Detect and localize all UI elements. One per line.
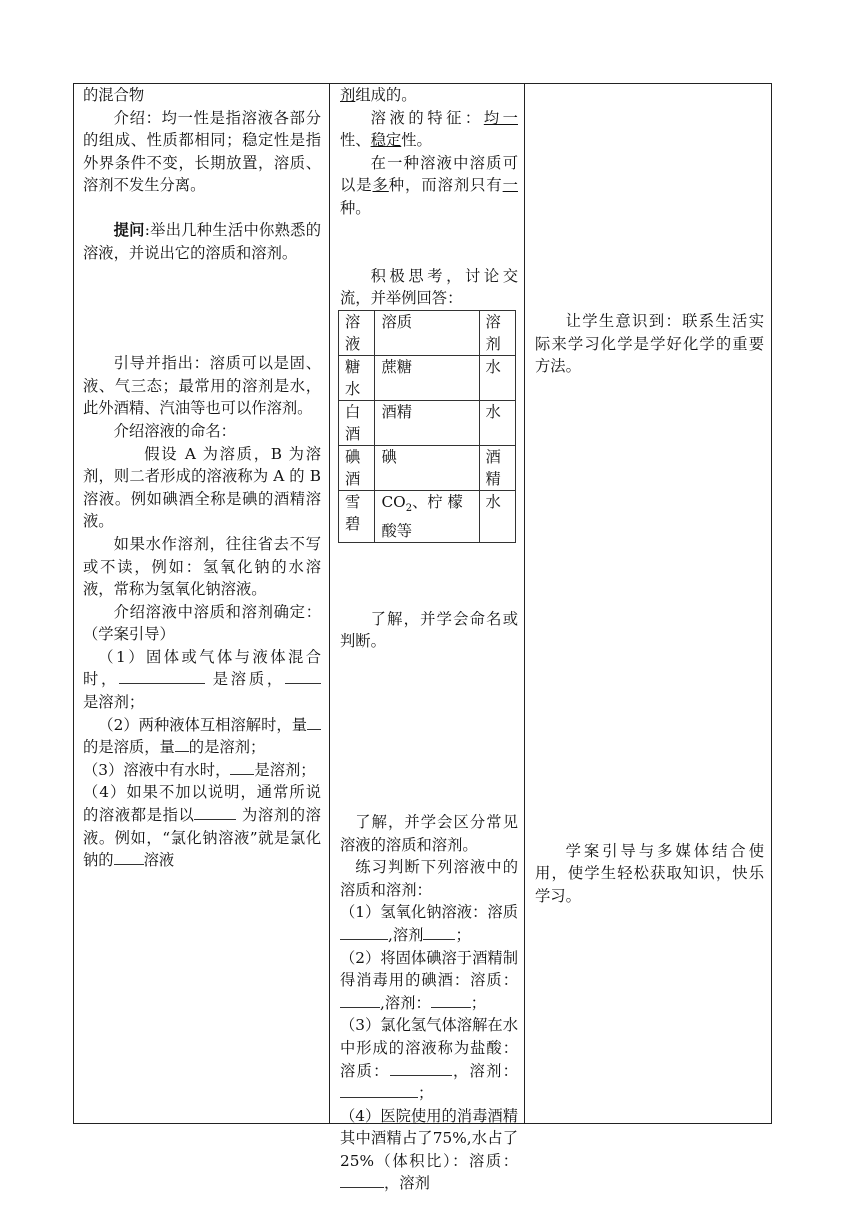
question-paragraph: [83, 219, 321, 264]
paragraph: 如果水作溶剂，往往省去不写或不读，例如：氢氧化钠的水溶液，常称为氢氧化钠溶液。: [83, 534, 321, 599]
exercise: （4）医院使用的消毒酒精其中酒精占了75%,水占了25%（体积比）：溶质：，溶剂: [340, 1106, 518, 1193]
table-row: [339, 400, 516, 445]
table-cell: 水: [479, 400, 515, 445]
table-row: [339, 490, 516, 542]
fill-in-question: （2）两种液体互相溶解时，量的是溶质，量 的是溶剂；: [83, 714, 321, 759]
paragraph: 的混合物: [83, 86, 145, 104]
answer-blank[interactable]: [114, 850, 144, 865]
fill-in-question: （3）溶液中有水时， 是溶剂；: [83, 760, 316, 779]
teacher-activity-column: [74, 84, 329, 1123]
table-cell: 水: [479, 490, 515, 542]
answer-blank[interactable]: [340, 1083, 418, 1098]
fill-in-question: （4）如果不加以说明，通常所说的溶液都是指以 为溶剂的溶液。例如，“氯化钠溶液”就是氯化钠的 溶液: [83, 783, 321, 870]
table-cell: 碘酒: [339, 445, 375, 490]
paragraph: 了解，并学会区分常见溶液的溶质和溶剂。: [340, 812, 518, 854]
paragraph: 了解，并学会命名或判断。: [340, 609, 518, 651]
answer-blank[interactable]: [194, 805, 236, 820]
answer-blank[interactable]: [423, 925, 455, 940]
table-header: 溶液: [339, 310, 375, 355]
answer-blank[interactable]: [340, 993, 380, 1008]
table-cell: $CO_2$、柠 檬 酸等: [375, 490, 479, 542]
answer-blank[interactable]: [285, 669, 321, 684]
table-header: 溶质: [375, 310, 479, 355]
paragraph: 在一种溶液中溶质可以是多种，而溶剂只有一种。: [340, 153, 518, 217]
exercise: （3）氯化氢气体溶解在水中形成的溶液称为盐酸：溶质： ，溶剂：；: [340, 1016, 518, 1103]
paragraph: 练习判断下列溶液中的溶质和溶剂：: [340, 858, 518, 899]
answer-blank[interactable]: [340, 1173, 384, 1188]
paragraph: 介绍：均一性是指溶液各部分的组成、性质都相同；稳定性是指外界条件不变，长期放置，溶质、溶剂不发生分离。: [83, 108, 321, 195]
paragraph: 溶液的特征：均一性、稳定性。: [340, 108, 518, 150]
exercise: （1）氢氧化钠溶液：溶质,溶剂 ；: [340, 903, 518, 944]
table-cell: 雪碧: [339, 490, 375, 542]
answer-blank[interactable]: [230, 760, 254, 775]
paragraph: 引导并指出：溶质可以是固、液、气三态；最常用的溶剂是水，此外酒精、汽油等也可以作溶剂。: [83, 354, 321, 418]
paragraph: 学案引导与多媒体结合使用，使学生轻松获取知识，快乐学习。: [535, 841, 764, 905]
answer-blank[interactable]: [431, 993, 471, 1008]
answer-blank[interactable]: [390, 1061, 452, 1076]
table-cell: 蔗糖: [375, 355, 479, 400]
table-row: [339, 355, 516, 400]
table-row: [339, 445, 516, 490]
paragraph: 介绍溶液中溶质和溶剂确定：（学案引导）: [83, 602, 321, 644]
answer-blank[interactable]: [340, 925, 388, 940]
paragraph: 积极思考，讨论交流，并举例回答：: [340, 266, 518, 308]
exercise: （2）将固体碘溶于酒精制得消毒用的碘酒：溶质：,溶剂： ；: [340, 948, 518, 1012]
student-activity-column: [330, 84, 524, 1193]
paragraph: 假设 A 为溶质，B 为溶剂，则二者形成的溶液称为 A 的 B 溶液。例如碘酒全称是碘的酒精溶液。: [83, 444, 321, 531]
fill-in-question: （1）固体或气体与液体混合时， 是溶质， 是溶剂；: [83, 647, 321, 712]
paragraph: 介绍溶液的命名：: [113, 421, 236, 440]
answer-blank[interactable]: [119, 669, 205, 684]
solution-table: [338, 310, 516, 543]
table-cell: 白酒: [339, 400, 375, 445]
design-intent-column: [525, 84, 772, 1123]
table-header-row: [339, 310, 516, 355]
paragraph: 剂组成的。: [340, 86, 417, 104]
table-cell: 水: [479, 355, 515, 400]
answer-blank[interactable]: [307, 715, 321, 730]
table-cell: 糖水: [339, 355, 375, 400]
table-cell: 酒精: [479, 445, 515, 490]
table-header: 溶剂: [479, 310, 515, 355]
table-cell: 碘: [375, 445, 479, 490]
answer-blank[interactable]: [175, 737, 189, 752]
table-cell: 酒精: [375, 400, 479, 445]
question-text: :举出几种生活中你熟悉的溶液，并说出它的溶质和溶剂。: [83, 220, 321, 262]
lesson-table: [73, 83, 772, 1193]
paragraph: 让学生意识到：联系生活实际来学习化学是学好化学的重要方法。: [535, 312, 764, 376]
question-label: 提问: [113, 220, 145, 239]
